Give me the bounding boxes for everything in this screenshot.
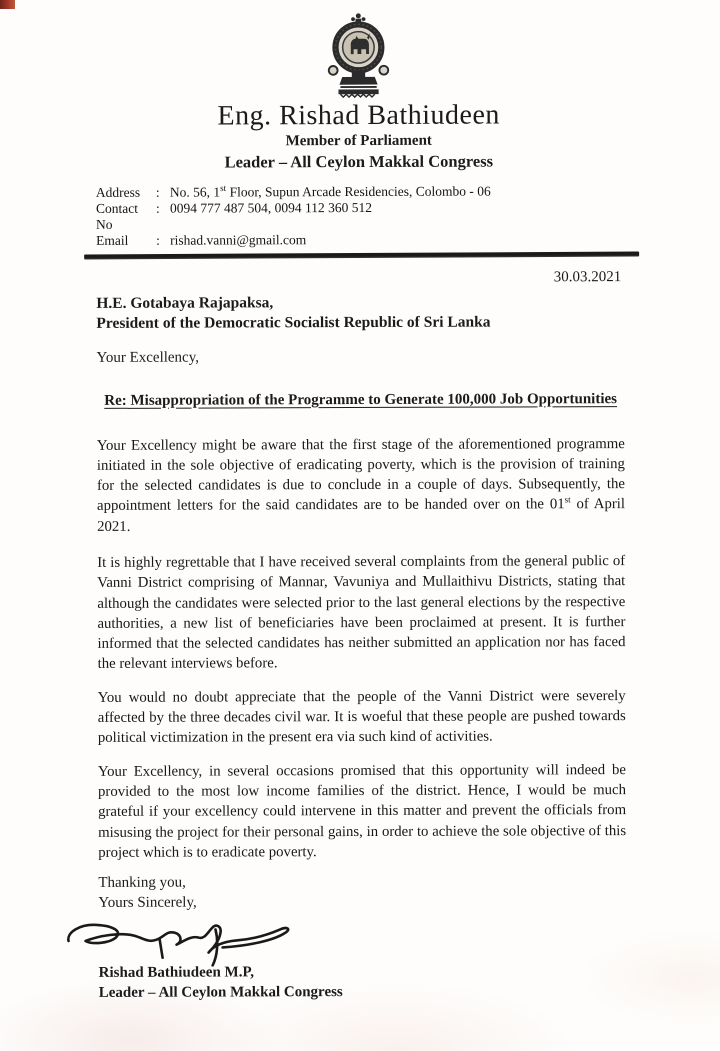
- recipient-title: President of the Democratic Socialist Republic of Sri Lanka: [96, 313, 491, 332]
- paragraph-3: You would no doubt appreciate that the people of the Vanni District were severely affected by the three decades civil war. It is woeful that these people are pushed towards political victimization in the present era via such kind of activities.: [97, 687, 626, 747]
- letterhead-contact-block: [96, 183, 624, 249]
- signature-image: [64, 913, 626, 965]
- letterhead-divider: [84, 252, 639, 259]
- contact-colon: :: [155, 200, 160, 216]
- contact-row: [96, 199, 624, 233]
- letter-body: [96, 292, 626, 1003]
- letterhead: [0, 0, 719, 173]
- signatory-title: Leader – All Ceylon Makkal Congress: [98, 984, 343, 1002]
- paragraph-4: Your Excellency, in several occasions promised that this opportunity will indeed be provided to the most low income families of the district. Hence, I would be much grateful if your excellency could intervene in this matter and prevent the officials from misusing the project for their personal gains, in order to achieve the sole objective of this project which is to eradicate poverty.: [97, 761, 627, 861]
- letter-date: 30.03.2021: [553, 268, 622, 285]
- letterhead-title-mp: Member of Parliament: [285, 132, 432, 150]
- closing-sincerely: Yours Sincerely,: [98, 894, 197, 912]
- sri-lanka-emblem-icon: [0, 11, 719, 100]
- letterhead-name: Eng. Rishad Bathiudeen: [217, 99, 500, 132]
- signatory-name: Rishad Bathiudeen M.P,: [98, 964, 255, 982]
- closing-block: [98, 871, 626, 913]
- letterhead-title-party: Leader – All Ceylon Makkal Congress: [224, 151, 494, 172]
- closing-thanking: Thanking you,: [98, 874, 186, 892]
- recipient-block: [96, 292, 624, 334]
- contact-value: 0094 777 487 504, 0094 112 360 512: [169, 199, 373, 216]
- salutation: Your Excellency,: [96, 349, 200, 366]
- address-value: No. 56, 1st Floor, Supun Arcade Residencies, Colombo - 06: [169, 182, 491, 200]
- email-value: rishad.vanni@gmail.com: [170, 232, 307, 248]
- address-colon: :: [155, 184, 160, 200]
- contact-label: Contact No: [95, 200, 139, 232]
- email-colon: :: [156, 232, 160, 248]
- paragraph-1: Your Excellency might be aware that the first stage of the aforementioned programme initiated in the sole objective of eradicating poverty, which is the provision of training for the selected candidates is due to conclude in a couple of days. Subsequently, the appointment letters for the said candidates are to be handed over on the 01st of April 2021.: [96, 435, 626, 535]
- subject-line: Re: Misappropriation of the Programme to Generate 100,000 Job Opportunities: [104, 390, 618, 409]
- email-label: Email: [96, 232, 129, 248]
- email-row: [96, 231, 624, 249]
- address-row: [96, 183, 624, 201]
- address-label: Address: [95, 184, 141, 200]
- signatory-block: [99, 961, 627, 1003]
- paragraph-2: It is highly regrettable that I have received several complaints from the general public of Vanni District comprising of Mannar, Vavuniya and Mullaithivu Districts, stating that although the candidates were selected prior to the last general elections by the respective authorities, a new list of beneficiaries have been proclaimed at present. It is further informed that the selected candidates has neither submitted an application nor has faced the relevant interviews before.: [97, 553, 626, 673]
- recipient-name: H.E. Gotabaya Rajapaksa,: [96, 293, 274, 312]
